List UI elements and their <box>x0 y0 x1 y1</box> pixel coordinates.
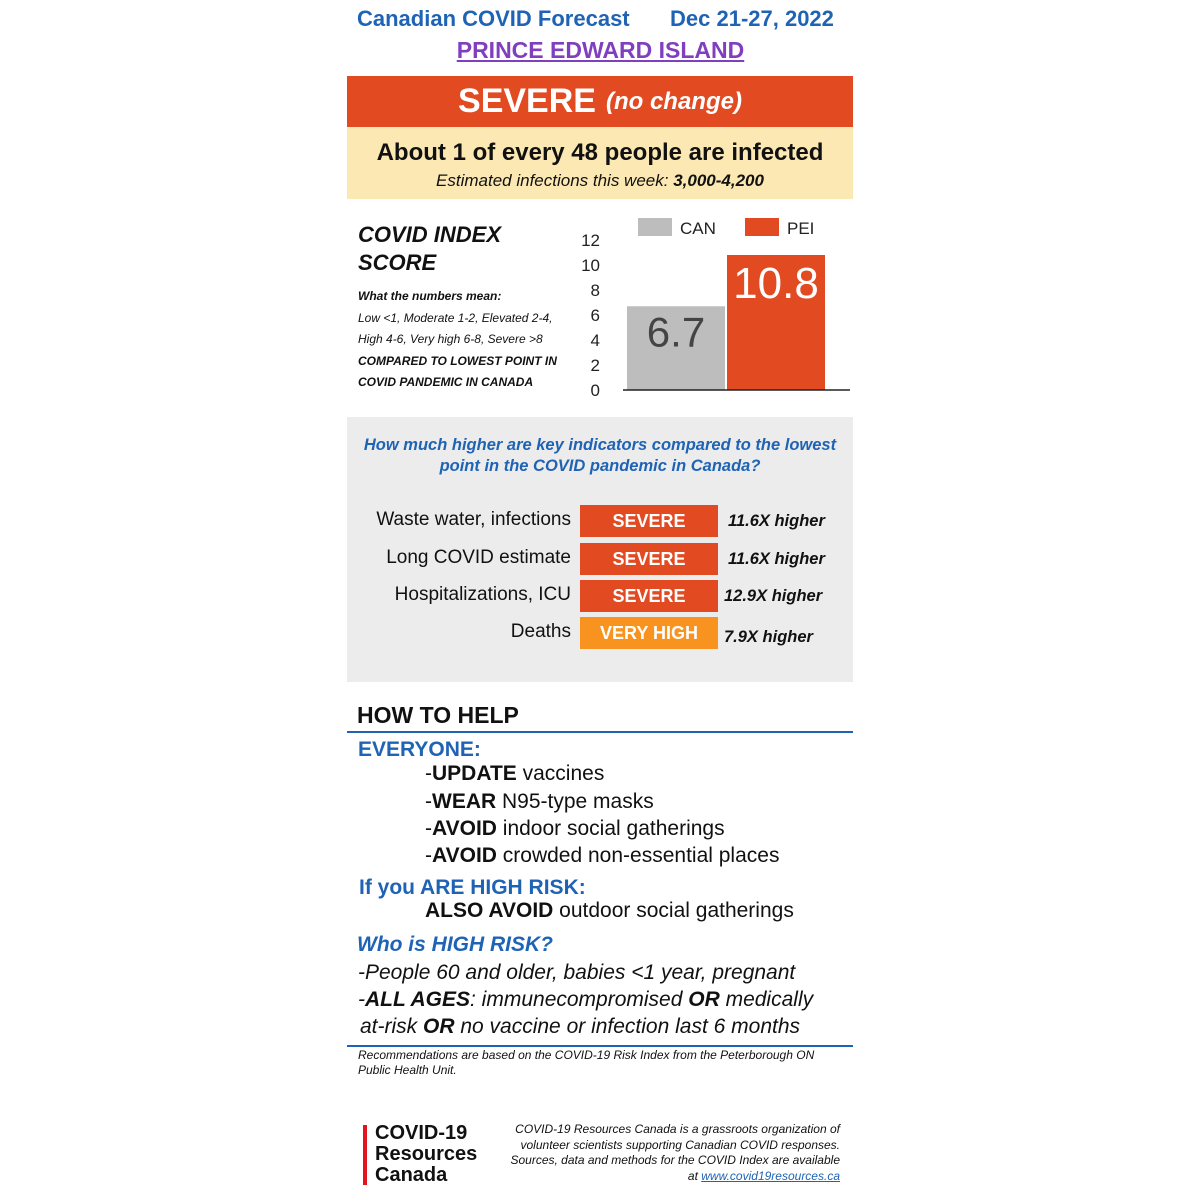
indicator-level-badge: SEVERE <box>580 505 718 537</box>
index-notes-line3: COMPARED TO LOWEST POINT IN <box>358 353 557 368</box>
everyone-item: -AVOID indoor social gatherings <box>425 817 725 840</box>
legend-label: PEI <box>787 219 815 238</box>
y-tick-label: 0 <box>590 381 600 400</box>
recommendation-footnote: Recommendations are based on the COVID-19 Risk Index from the Peterborough ON Public Health Unit. <box>358 1048 815 1077</box>
section-divider <box>347 1045 853 1047</box>
province-link[interactable]: PRINCE EDWARD ISLAND <box>456 37 745 63</box>
indicator-row <box>347 543 853 577</box>
infection-estimate <box>347 171 853 191</box>
index-notes <box>358 286 568 394</box>
legend-swatch <box>638 218 672 236</box>
index-notes-line4: COVID PANDEMIC IN CANADA <box>358 375 534 389</box>
indicator-label: Waste water, infections <box>376 509 571 530</box>
severity-level: SEVERE <box>458 82 596 120</box>
high-risk-line: -ALL AGES: immunecompromised OR medically <box>358 988 814 1011</box>
y-tick-label: 10 <box>581 256 600 275</box>
index-notes-line2: High 4-6, Very high 6-8, Severe >8 <box>358 332 543 346</box>
bar-value-label: 6.7 <box>646 308 706 356</box>
high-risk-line: at-risk OR no vaccine or infection last 6 months <box>360 1015 801 1038</box>
indicator-level-badge: VERY HIGH <box>580 617 718 649</box>
severity-banner <box>347 76 853 127</box>
infection-estimate-value: 3,000-4,200 <box>673 171 764 190</box>
indicator-label: Hospitalizations, ICU <box>394 584 571 605</box>
severity-change: (no change) <box>605 87 742 115</box>
indicator-level-badge: SEVERE <box>580 543 718 575</box>
y-tick-label: 8 <box>590 281 600 300</box>
bar-value-label: 10.8 <box>733 259 819 308</box>
legend-swatch <box>745 218 779 236</box>
infection-summary <box>347 127 853 199</box>
logo-accent-bar <box>363 1125 367 1185</box>
indicator-row <box>347 617 853 651</box>
org-description <box>500 1122 840 1184</box>
everyone-item: -UPDATE vaccines <box>425 762 605 785</box>
everyone-item: -WEAR N95-type masks <box>425 790 654 813</box>
org-description-text: COVID-19 Resources Canada is a grassroots organization of volunteer scientists supporting Canadian COVID responses. Sources, data and methods for the COVID Index are available at <box>510 1122 840 1183</box>
index-title-line2: SCORE <box>358 250 437 275</box>
org-logo: COVID-19 Resources Canada <box>375 1122 478 1186</box>
index-title-line1: COVID INDEX <box>358 222 502 247</box>
indicator-row <box>347 580 853 614</box>
legend-label: CAN <box>680 219 716 238</box>
high-risk-line: -People 60 and older, babies <1 year, pregnant <box>358 961 796 984</box>
indicator-multiplier: 11.6X higher <box>728 512 825 530</box>
section-divider <box>347 731 853 733</box>
who-is-high-risk-heading: Who is HIGH RISK? <box>357 933 553 956</box>
indicator-multiplier: 12.9X higher <box>724 587 823 605</box>
indicator-level-badge: SEVERE <box>580 580 718 612</box>
indicator-multiplier: 7.9X higher <box>724 628 813 646</box>
forecast-title: Canadian COVID Forecast <box>357 6 630 31</box>
indicators-question: How much higher are key indicators compared to the lowest point in the COVID pandemic in Canada? <box>363 436 837 475</box>
y-tick-label: 2 <box>590 356 600 375</box>
index-title <box>358 221 558 277</box>
indicator-multiplier: 11.6X higher <box>728 550 825 568</box>
how-to-help-heading: HOW TO HELP <box>357 702 519 728</box>
index-bar-chart <box>560 212 860 402</box>
infection-ratio: About 1 of every 48 people are infected <box>376 139 824 166</box>
high-risk-heading: If you ARE HIGH RISK: <box>359 876 586 899</box>
index-notes-heading: What the numbers mean: <box>358 289 502 303</box>
infection-estimate-label: Estimated infections this week: <box>436 171 669 190</box>
index-notes-line1: Low <1, Moderate 1-2, Elevated 2-4, <box>358 310 553 325</box>
forecast-dates: Dec 21-27, 2022 <box>670 6 834 31</box>
indicator-label: Deaths <box>510 621 571 642</box>
high-risk-item: ALSO AVOID outdoor social gatherings <box>425 899 794 922</box>
y-tick-label: 6 <box>590 306 600 325</box>
y-tick-label: 12 <box>581 231 600 250</box>
everyone-item: -AVOID crowded non-essential places <box>425 844 780 867</box>
everyone-heading: EVERYONE: <box>358 738 481 761</box>
indicator-label: Long COVID estimate <box>386 547 571 568</box>
y-tick-label: 4 <box>590 331 600 350</box>
indicator-row <box>347 505 853 539</box>
org-website-link[interactable]: www.covid19resources.ca <box>701 1168 840 1183</box>
